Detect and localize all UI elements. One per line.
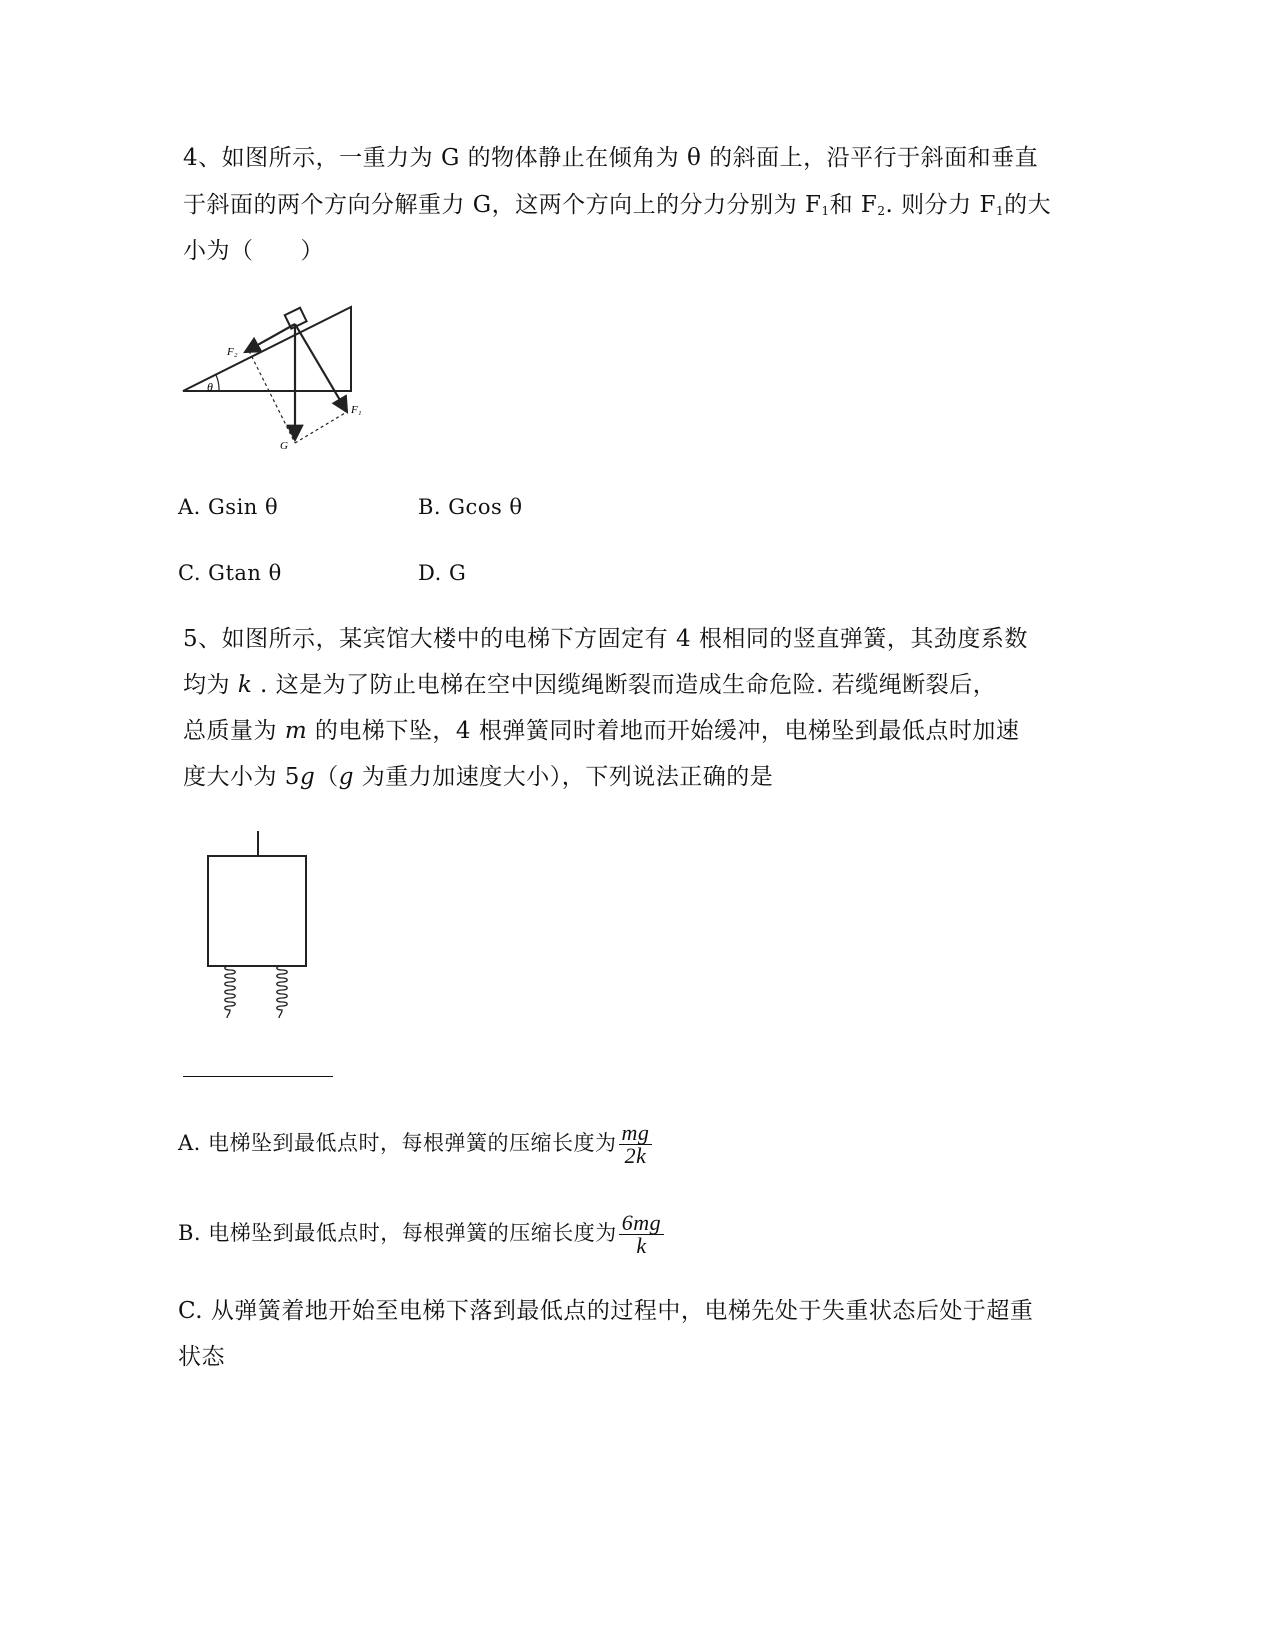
spring-right [277,966,288,1018]
q4-option-b[interactable]: B. Gcos θ [418,495,523,519]
q5-stem-line-2-b: . 这是为了防止电梯在空中因缆绳断裂而造成生命危险. 若缆绳断裂后， [252,672,997,698]
f1-arrow [295,324,347,412]
q5-stem-line-2 [183,670,996,700]
q5-stem-line-4-a: 度大小为 5 [183,764,300,790]
fraction-numerator: mg [619,1122,653,1145]
variable-g: g [299,764,316,790]
q5-option-c-line-1[interactable]: C. 从弹簧着地开始至电梯下落到最低点的过程中，电梯先处于失重状态后处于超重 [178,1298,1034,1324]
q5-stem-line-2-a: 均为 [183,672,238,698]
dashed-line [249,351,295,443]
q5-option-b-text: B. 电梯坠到最低点时，每根弹簧的压缩长度为 [178,1221,617,1245]
q4-stem-line-2-d: 的大 [1004,192,1052,218]
elevator-car [208,856,306,966]
angle-arc [216,375,219,391]
g-label: G [280,440,288,452]
q5-stem-line-3-b: 的电梯下坠，4 根弹簧同时着地而开始缓冲，电梯坠到最低点时加速 [307,718,1020,744]
q5-option-c-line-2: 状态 [178,1344,225,1370]
subscript-1: 1 [995,204,1005,218]
fraction-6mg-over-k [619,1212,664,1257]
theta-label: θ [207,380,213,394]
q5-stem-line-3 [183,716,1019,746]
ground-line [183,1076,333,1077]
q4-stem-line-1: 4、如图所示，一重力为 G 的物体静止在倾角为 θ 的斜面上，沿平行于斜面和垂直 [183,145,1039,171]
f2-label: F₂ [227,346,238,358]
fraction-mg-over-2k [619,1122,653,1167]
q5-option-a[interactable] [178,1122,652,1167]
q4-option-a[interactable]: A. Gsin θ [178,495,279,519]
q4-stem-line-2 [183,190,1051,226]
fraction-denominator: 2k [624,1143,647,1168]
variable-g: g [338,764,354,790]
q5-option-a-text: A. 电梯坠到最低点时，每根弹簧的压缩长度为 [178,1131,617,1155]
subscript-1: 1 [821,204,830,218]
q5-stem-line-1: 5、如图所示，某宾馆大楼中的电梯下方固定有 4 根相同的竖直弹簧，其劲度系数 [183,626,1028,652]
q5-stem-line-4 [183,762,773,792]
variable-m: m [284,718,308,744]
f1-label: F₁ [351,404,362,416]
fraction-numerator: 6mg [619,1212,664,1235]
elevator-spring-diagram [200,828,320,1028]
q4-stem-line-2-c: . 则分力 F [885,192,996,218]
q5-stem-line-4-b: （ [315,764,339,790]
fraction-denominator: k [636,1233,647,1258]
q5-stem-line-4-c: 为重力加速度大小），下列说法正确的是 [353,764,774,790]
q4-option-d[interactable]: D. G [418,561,467,585]
subscript-2: 2 [877,204,886,218]
q4-stem-line-2-b: 和 F [829,192,878,218]
incline-force-diagram [175,300,375,460]
variable-k: k [237,672,253,698]
q5-stem-line-3-a: 总质量为 [183,718,285,744]
spring-left [225,966,236,1018]
q4-option-c[interactable]: C. Gtan θ [178,561,282,585]
dashed-line [295,413,345,443]
q5-option-b[interactable] [178,1212,664,1257]
q4-stem-line-2-a: 于斜面的两个方向分解重力 G，这两个方向上的分力分别为 F [183,192,822,218]
incline-triangle [183,307,351,391]
q4-stem-line-3: 小为（ ） [183,238,324,264]
